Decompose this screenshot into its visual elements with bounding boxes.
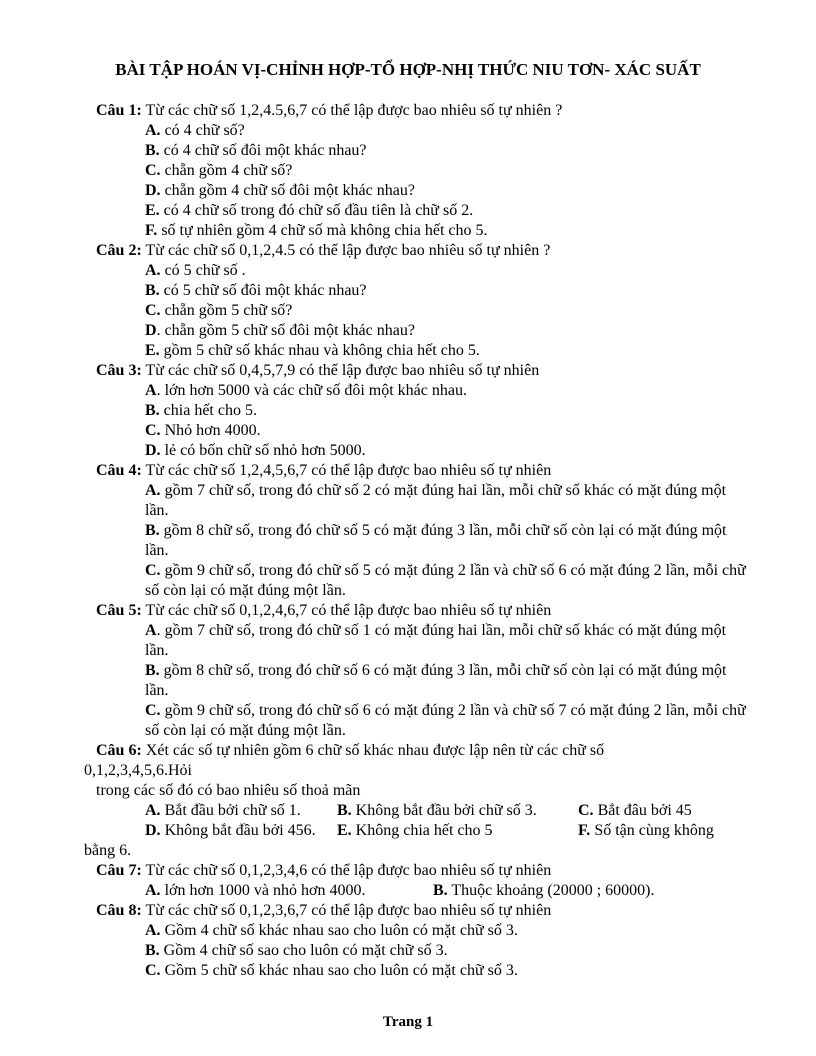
question-text: Từ các chữ số 0,1,2,3,6,7 có thể lập được bao nhiêu số tự nhiên <box>141 902 552 919</box>
option-item <box>145 381 746 401</box>
option-text: lớn hơn 1000 và nhỏ hơn 4000. <box>160 882 366 899</box>
question-text: Xét các số tự nhiên gồm 6 chữ số khác nhau được lập nên từ các chữ số <box>141 742 605 759</box>
option-key: C. <box>145 962 161 979</box>
option-text: có 4 chữ số? <box>160 122 245 139</box>
option-text: chia hết cho 5. <box>159 402 257 419</box>
option-e <box>337 821 578 841</box>
option-text: Không bắt đầu bởi chữ số 3. <box>351 802 537 819</box>
option-key: B. <box>145 142 160 159</box>
option-text: gồm 7 chữ số, trong đó chữ số 2 có mặt đúng hai lần, mỗi chữ số khác có mặt đúng một lần. <box>145 482 727 519</box>
question-3-options <box>96 381 746 461</box>
option-key: C. <box>145 562 161 579</box>
question-label: Câu 3: <box>96 362 142 379</box>
option-text: Số tận cùng không <box>590 822 714 839</box>
question-label: Câu 5: <box>96 602 142 619</box>
option-text: . gồm 7 chữ số, trong đó chữ số 1 có mặt đúng hai lần, mỗi chữ số khác có mặt đúng một lần. <box>145 622 727 659</box>
question-1 <box>96 101 746 121</box>
option-item <box>145 181 746 201</box>
option-text: gồm 5 chữ số khác nhau và không chia hết cho 5. <box>159 342 480 359</box>
question-6-f-continued: bằng 6. <box>84 842 132 859</box>
option-key: C. <box>145 422 161 439</box>
option-item <box>145 401 746 421</box>
option-key: E. <box>337 822 352 839</box>
page-footer: Trang 1 <box>382 1014 434 1030</box>
question-label: Câu 4: <box>96 462 142 479</box>
option-key: D. <box>145 442 161 459</box>
option-item <box>145 661 746 701</box>
option-key: B. <box>145 522 160 539</box>
option-b <box>433 881 654 901</box>
option-text: gồm 8 chữ số, trong đó chữ số 5 có mặt đúng 3 lần, mỗi chữ số còn lại có mặt đúng một lần. <box>145 522 727 559</box>
question-text: Từ các chữ số 1,2,4,5,6,7 có thể lập được bao nhiêu số tự nhiên <box>141 462 552 479</box>
option-key: B. <box>337 802 352 819</box>
question-8 <box>96 901 746 921</box>
page-title: BÀI TẬP HOÁN VỊ-CHỈNH HỢP-TỔ HỢP-NHỊ THỨC NIU TƠN- XÁC SUẤT <box>115 60 701 79</box>
option-key: A. <box>145 122 161 139</box>
option-item <box>145 481 746 521</box>
option-key: A. <box>145 922 161 939</box>
question-label: Câu 7: <box>96 862 142 879</box>
question-text: Từ các chữ số 1,2,4.5,6,7 có thể lập được bao nhiêu số tự nhiên ? <box>141 102 563 119</box>
question-label: Câu 6: <box>96 742 142 759</box>
question-5 <box>96 601 746 621</box>
option-item <box>145 621 746 661</box>
question-6 <box>96 741 746 761</box>
option-text: Bắt đầu bởi chữ số 1. <box>160 802 301 819</box>
option-item <box>145 701 746 741</box>
question-label: Câu 1: <box>96 102 142 119</box>
option-text: chẵn gồm 4 chữ số đôi một khác nhau? <box>160 182 415 199</box>
option-item <box>145 201 746 221</box>
option-key: A <box>145 622 157 639</box>
question-text: Từ các chữ số 0,4,5,7,9 có thể lập được bao nhiêu số tự nhiên <box>141 362 540 379</box>
question-7 <box>96 861 746 881</box>
question-6-options-row2 <box>145 821 746 841</box>
question-3 <box>96 361 746 381</box>
option-key: C. <box>145 302 161 319</box>
question-2 <box>96 241 746 261</box>
option-item <box>145 561 746 601</box>
question-4 <box>96 461 746 481</box>
question-6-options-row1 <box>145 801 746 821</box>
option-key: A. <box>145 802 161 819</box>
option-text: chẵn gồm 4 chữ số? <box>160 162 293 179</box>
option-item <box>145 121 746 141</box>
option-text: có 5 chữ số . <box>160 262 246 279</box>
option-key: D. <box>145 822 161 839</box>
option-item <box>145 321 746 341</box>
option-text: gồm 8 chữ số, trong đó chữ số 6 có mặt đúng 3 lần, mỗi chữ số còn lại có mặt đúng một lần. <box>145 662 727 699</box>
option-key: C. <box>145 702 161 719</box>
option-item <box>145 941 746 961</box>
option-f <box>578 821 714 841</box>
option-key: A. <box>145 882 161 899</box>
option-text: gồm 9 chữ số, trong đó chữ số 6 có mặt đúng 2 lần và chữ số 7 có mặt đúng 2 lần, mỗi chữ số còn lại có mặt đúng một lần. <box>145 702 746 739</box>
option-item <box>145 301 746 321</box>
option-key: B. <box>433 882 448 899</box>
option-text: có 4 chữ số trong đó chữ số đầu tiên là chữ số 2. <box>159 202 474 219</box>
option-a <box>145 881 433 901</box>
option-d <box>145 821 337 841</box>
option-key: F. <box>145 222 158 239</box>
option-key: C. <box>578 802 594 819</box>
option-item <box>145 421 746 441</box>
question-label: Câu 8: <box>96 902 142 919</box>
option-text: có 5 chữ số đôi một khác nhau? <box>159 282 367 299</box>
option-item <box>145 221 746 241</box>
option-text: gồm 9 chữ số, trong đó chữ số 5 có mặt đúng 2 lần và chữ số 6 có mặt đúng 2 lần, mỗi chữ số còn lại có mặt đúng một lần. <box>145 562 746 599</box>
option-text: Gồm 4 chữ số sao cho luôn có mặt chữ số 3. <box>159 942 448 959</box>
option-text: Bắt đâu bởi 45 <box>593 802 692 819</box>
exercise-list <box>84 101 746 981</box>
option-key: B. <box>145 662 160 679</box>
question-5-options <box>96 621 746 741</box>
option-item <box>145 921 746 941</box>
option-text: Gồm 5 chữ số khác nhau sao cho luôn có mặt chữ số 3. <box>160 962 518 979</box>
option-text: lẻ có bốn chữ số nhỏ hơn 5000. <box>160 442 366 459</box>
option-key: E. <box>145 202 160 219</box>
option-key: D. <box>145 182 161 199</box>
option-key: B. <box>145 402 160 419</box>
option-a <box>145 801 337 821</box>
option-item <box>145 261 746 281</box>
option-item <box>145 441 746 461</box>
option-item <box>145 521 746 561</box>
option-b <box>337 801 578 821</box>
option-text: Không chia hết cho 5 <box>351 822 493 839</box>
question-text: Từ các chữ số 0,1,2,3,4,6 có thể lập được bao nhiêu số tự nhiên <box>141 862 552 879</box>
question-7-options-row <box>145 881 746 901</box>
question-6-line3: trong các số đó có bao nhiêu số thoả mãn <box>96 782 361 799</box>
option-item <box>145 161 746 181</box>
option-text: số tự nhiên gồm 4 chữ số mà không chia hết cho 5. <box>157 222 488 239</box>
option-key: E. <box>145 342 160 359</box>
option-item <box>145 141 746 161</box>
option-key: C. <box>145 162 161 179</box>
question-6-line2: 0,1,2,3,4,5,6.Hỏi <box>84 762 192 779</box>
question-text: Từ các chữ số 0,1,2,4.5 có thể lập được bao nhiêu số tự nhiên ? <box>141 242 551 259</box>
question-4-options <box>96 481 746 601</box>
option-key: A. <box>145 262 161 279</box>
option-text: . lớn hơn 5000 và các chữ số đôi một khác nhau. <box>156 382 467 399</box>
option-text: Không bắt đầu bởi 456. <box>160 822 316 839</box>
option-item <box>145 341 746 361</box>
question-label: Câu 2: <box>96 242 142 259</box>
option-key: A. <box>145 482 161 499</box>
question-1-options <box>96 121 746 241</box>
option-text: Gồm 4 chữ số khác nhau sao cho luôn có mặt chữ số 3. <box>160 922 518 939</box>
question-text: Từ các chữ số 0,1,2,4,6,7 có thể lập được bao nhiêu số tự nhiên <box>141 602 552 619</box>
option-key: A <box>145 382 157 399</box>
question-2-options <box>96 261 746 361</box>
option-text: . chẵn gồm 5 chữ số đôi một khác nhau? <box>156 322 415 339</box>
option-text: Nhỏ hơn 4000. <box>160 422 261 439</box>
option-c <box>578 801 692 821</box>
option-text: chẵn gồm 5 chữ số? <box>160 302 293 319</box>
option-text: có 4 chữ số đôi một khác nhau? <box>159 142 367 159</box>
option-key: B. <box>145 942 160 959</box>
option-item <box>145 281 746 301</box>
option-key: D <box>145 322 157 339</box>
option-key: B. <box>145 282 160 299</box>
question-8-options <box>96 921 746 981</box>
option-key: F. <box>578 822 591 839</box>
option-text: Thuộc khoảng (20000 ; 60000). <box>447 882 655 899</box>
option-item <box>145 961 746 981</box>
